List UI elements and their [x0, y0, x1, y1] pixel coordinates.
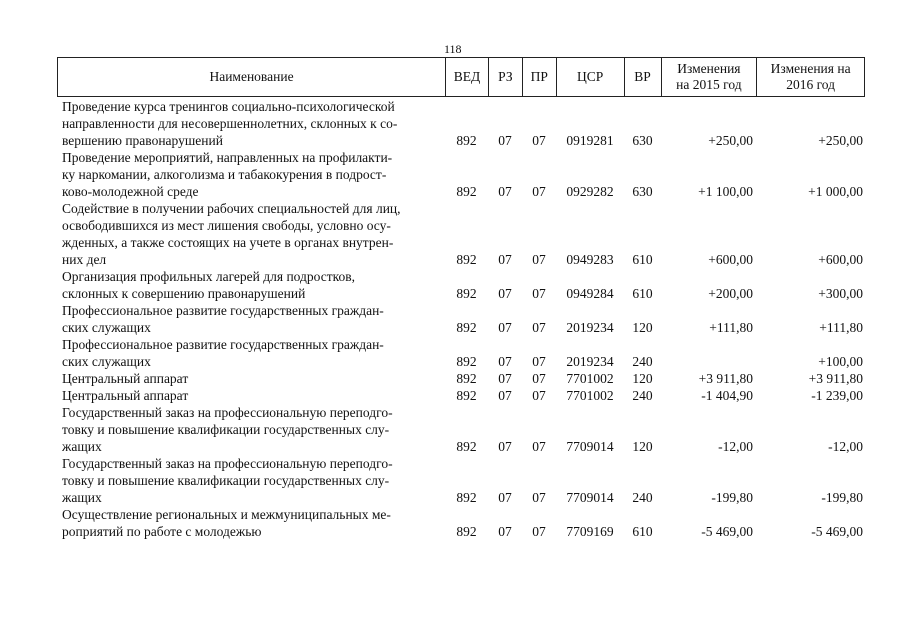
cell-csr: 7709014 — [566, 490, 614, 505]
cell-name-line: Профессиональное развитие государственных граждан- — [62, 337, 384, 352]
cell-vr: 630 — [632, 133, 653, 148]
cell-pr: 07 — [532, 524, 546, 539]
cell-name — [57, 200, 445, 268]
cell-name-line: Организация профильных лагерей для подростков, — [62, 269, 356, 284]
cell-name-line: Проведение мероприятий, направленных на профилакти- — [62, 150, 393, 165]
cell-change-2015: -5 469,00 — [701, 524, 753, 539]
header-change-2016-line: Изменения на — [770, 61, 851, 76]
header-change-2015 — [661, 58, 757, 96]
cell-vr: 240 — [632, 388, 653, 403]
cell-pr: 07 — [532, 252, 546, 267]
cell-change-2015: -199,80 — [711, 490, 753, 505]
cell-name-line: ку наркомании, алкоголизма и табакокурения в подрост- — [62, 167, 387, 182]
cell-name-line: них дел — [62, 252, 107, 267]
cell-csr: 0949283 — [566, 252, 614, 267]
cell-vr: 120 — [632, 371, 653, 386]
cell-name — [57, 302, 445, 336]
cell-name — [57, 506, 445, 540]
cell-pr: 07 — [532, 388, 546, 403]
table-row — [57, 387, 865, 404]
cell-name-line: склонных к совершению правонарушений — [62, 286, 306, 301]
cell-name — [57, 455, 445, 506]
cell-name — [57, 268, 445, 302]
cell-name-line: освободившихся из мест лишения свободы, условно осу- — [62, 218, 391, 233]
cell-change-2015: +1 100,00 — [698, 184, 753, 199]
cell-name-line: вершению правонарушений — [62, 133, 223, 148]
cell-csr: 0929282 — [566, 184, 614, 199]
cell-change-2016: +111,80 — [819, 320, 863, 335]
cell-rz: 07 — [498, 184, 512, 199]
cell-ved: 892 — [456, 524, 477, 539]
cell-name-line: ских служащих — [62, 320, 151, 335]
cell-change-2016: +100,00 — [818, 354, 863, 369]
header-pr: ПР — [522, 58, 556, 96]
cell-pr: 07 — [532, 286, 546, 301]
cell-ved: 892 — [456, 133, 477, 148]
cell-name-line: Государственный заказ на профессиональную переподго- — [62, 456, 393, 471]
cell-pr: 07 — [532, 320, 546, 335]
cell-rz: 07 — [498, 286, 512, 301]
cell-ved: 892 — [456, 490, 477, 505]
cell-name-line: товку и повышение квалификации государственных слу- — [62, 422, 390, 437]
cell-name-line: жащих — [62, 490, 102, 505]
cell-change-2016: +600,00 — [818, 252, 863, 267]
table-row — [57, 200, 865, 268]
cell-change-2016: +250,00 — [818, 133, 863, 148]
cell-name-line: ково-молодежной среде — [62, 184, 199, 199]
cell-pr: 07 — [532, 184, 546, 199]
cell-rz: 07 — [498, 133, 512, 148]
cell-ved: 892 — [456, 354, 477, 369]
cell-name-line: жденных, а также состоящих на учете в органах внутрен- — [62, 235, 394, 250]
cell-change-2015: -12,00 — [718, 439, 753, 454]
cell-ved: 892 — [456, 184, 477, 199]
header-name: Наименование — [209, 69, 294, 84]
cell-csr: 7701002 — [566, 388, 614, 403]
cell-name — [57, 149, 445, 200]
cell-vr: 610 — [632, 286, 653, 301]
cell-change-2015: +600,00 — [708, 252, 753, 267]
cell-name-line: товку и повышение квалификации государственных слу- — [62, 473, 390, 488]
cell-rz: 07 — [498, 439, 512, 454]
table-row — [57, 98, 865, 149]
cell-change-2016: +3 911,80 — [808, 371, 863, 386]
cell-csr: 7709169 — [566, 524, 614, 539]
cell-ved: 892 — [456, 371, 477, 386]
cell-change-2015: +200,00 — [708, 286, 753, 301]
cell-pr: 07 — [532, 133, 546, 148]
cell-pr: 07 — [532, 371, 546, 386]
cell-vr: 120 — [632, 320, 653, 335]
cell-change-2016: -12,00 — [828, 439, 863, 454]
cell-pr: 07 — [532, 354, 546, 369]
cell-rz: 07 — [498, 354, 512, 369]
cell-ved: 892 — [456, 439, 477, 454]
cell-pr: 07 — [532, 490, 546, 505]
header-change-2015-line: на 2015 год — [676, 77, 742, 92]
table-row — [57, 455, 865, 506]
cell-change-2015: +111,80 — [709, 320, 753, 335]
cell-name-line: роприятий по работе с молодежью — [62, 524, 262, 539]
table-row — [57, 302, 865, 336]
cell-change-2015: +250,00 — [708, 133, 753, 148]
cell-rz: 07 — [498, 388, 512, 403]
cell-name-line: Центральный аппарат — [62, 371, 189, 386]
header-change-2015-line: Изменения — [677, 61, 741, 76]
cell-name-line: Проведение курса тренингов социально-психологической — [62, 99, 395, 114]
cell-rz: 07 — [498, 252, 512, 267]
table-header — [57, 57, 865, 97]
cell-rz: 07 — [498, 524, 512, 539]
cell-change-2015: +3 911,80 — [698, 371, 753, 386]
cell-change-2016: -1 239,00 — [811, 388, 863, 403]
table-row — [57, 149, 865, 200]
header-change-2016 — [756, 58, 864, 96]
cell-vr: 610 — [632, 252, 653, 267]
header-vr: ВР — [624, 58, 661, 96]
cell-name-line: направленности для несовершеннолетних, склонных к со- — [62, 116, 398, 131]
cell-name — [57, 404, 445, 455]
table-row — [57, 268, 865, 302]
cell-rz: 07 — [498, 320, 512, 335]
table-row — [57, 506, 865, 540]
cell-ved: 892 — [456, 286, 477, 301]
cell-ved: 892 — [456, 388, 477, 403]
cell-name-line: Профессиональное развитие государственных граждан- — [62, 303, 384, 318]
cell-name — [57, 98, 445, 149]
cell-ved: 892 — [456, 252, 477, 267]
cell-change-2016: -5 469,00 — [811, 524, 863, 539]
cell-rz: 07 — [498, 371, 512, 386]
cell-rz: 07 — [498, 490, 512, 505]
cell-name-line: Государственный заказ на профессиональную переподго- — [62, 405, 393, 420]
table-row — [57, 370, 865, 387]
cell-change-2016: +1 000,00 — [808, 184, 863, 199]
cell-vr: 240 — [632, 354, 653, 369]
cell-vr: 630 — [632, 184, 653, 199]
cell-csr: 7709014 — [566, 439, 614, 454]
cell-csr: 7701002 — [566, 371, 614, 386]
cell-csr: 0919281 — [566, 133, 614, 148]
cell-change-2015: -1 404,90 — [701, 388, 753, 403]
cell-csr: 0949284 — [566, 286, 614, 301]
cell-name — [57, 370, 445, 387]
header-ved: ВЕД — [445, 58, 488, 96]
cell-name — [57, 336, 445, 370]
header-change-2016-line: 2016 год — [786, 77, 836, 92]
cell-vr: 240 — [632, 490, 653, 505]
table-row — [57, 336, 865, 370]
cell-name — [57, 387, 445, 404]
header-rz: РЗ — [488, 58, 522, 96]
cell-change-2016: +300,00 — [818, 286, 863, 301]
cell-vr: 120 — [632, 439, 653, 454]
cell-name-line: Осуществление региональных и межмуниципальных ме- — [62, 507, 391, 522]
page-number: 118 — [444, 42, 462, 56]
table-body — [57, 98, 865, 540]
cell-name-line: ских служащих — [62, 354, 151, 369]
cell-ved: 892 — [456, 320, 477, 335]
cell-vr: 610 — [632, 524, 653, 539]
cell-csr: 2019234 — [566, 354, 614, 369]
cell-change-2016: -199,80 — [821, 490, 863, 505]
cell-name-line: жащих — [62, 439, 102, 454]
table-row — [57, 404, 865, 455]
cell-name-line: Содействие в получении рабочих специальностей для лиц, — [62, 201, 401, 216]
cell-pr: 07 — [532, 439, 546, 454]
cell-csr: 2019234 — [566, 320, 614, 335]
cell-name-line: Центральный аппарат — [62, 388, 189, 403]
header-csr: ЦСР — [556, 58, 624, 96]
